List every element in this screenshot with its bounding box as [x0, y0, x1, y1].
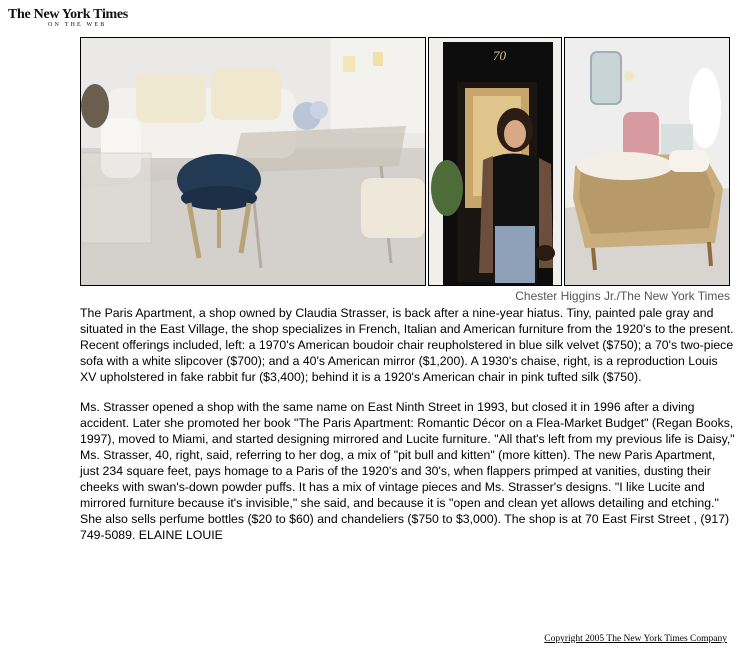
owner-portrait-photo — [428, 37, 562, 286]
shop-interior-photo — [80, 37, 426, 286]
photo-credit: Chester Higgins Jr./The New York Times — [515, 289, 730, 303]
nyt-logo[interactable] — [8, 7, 128, 30]
article-paragraph-1: The Paris Apartment, a shop owned by Claudia Strasser, is back after a nine-year hiatus. Tiny, painted pale gray and situated in the East Village, the shop specializes in French, Italian and American furniture from the 1920's to the present. Recent offerings included, left: a 1970's American boudoir chair reupholstered in blue silk velvet ($750); a 70's two-piece sofa with a white slipcover ($700); and a 40's American mirror ($1,200). A 1930's chaise, right, is a reproduction Louis XV upholstered in fake rabbit fur ($3,400); behind it is a 1920's American chair in pink tufted silk ($750). — [80, 306, 734, 384]
door-number: 70 — [493, 48, 506, 63]
owner-portrait-illustration — [429, 38, 561, 285]
logo-name: The New York Times — [8, 7, 128, 22]
logo-subtitle: ON THE WEB — [48, 22, 107, 28]
article-body — [80, 305, 737, 557]
chaise-illustration — [565, 38, 729, 285]
article-paragraph-2: Ms. Strasser opened a shop with the same name on East Ninth Street in 1993, but closed it in 1996 after a diving accident. Later she promoted her book "The Paris Apartment: Romantic Décor on a Flea-Market Budget" (Regan Books, 1997), moved to Miami, and started designing mirrored and Lucite furniture. "All that's left from my previous life is Daisy," Ms. Strasser, 40, right, said, referring to her dog, a mix of "pit bull and kitten" (more kitten). The new Paris Apartment, just 234 square feet, pays homage to a Paris of the 1920's and 30's, when flappers primped at vanities, dusting their cheeks with swan's-down powder puffs. It has a mix of vintage pieces and Ms. Strasser's designs. "I like Lucite and mirrored furniture because it's invisible," she said, and because it is "open and clean yet allows detailing and etching." She also sells perfume bottles ($20 to $60) and chandeliers ($750 to $3,000). The shop is at 70 East First Street , (917) 749-5089. ELAINE LOUIE — [80, 400, 735, 542]
copyright-link[interactable]: Copyright 2005 The New York Times Company — [544, 634, 727, 644]
shop-interior-illustration — [81, 38, 425, 285]
photo-strip — [80, 37, 730, 286]
chaise-photo — [564, 37, 730, 286]
